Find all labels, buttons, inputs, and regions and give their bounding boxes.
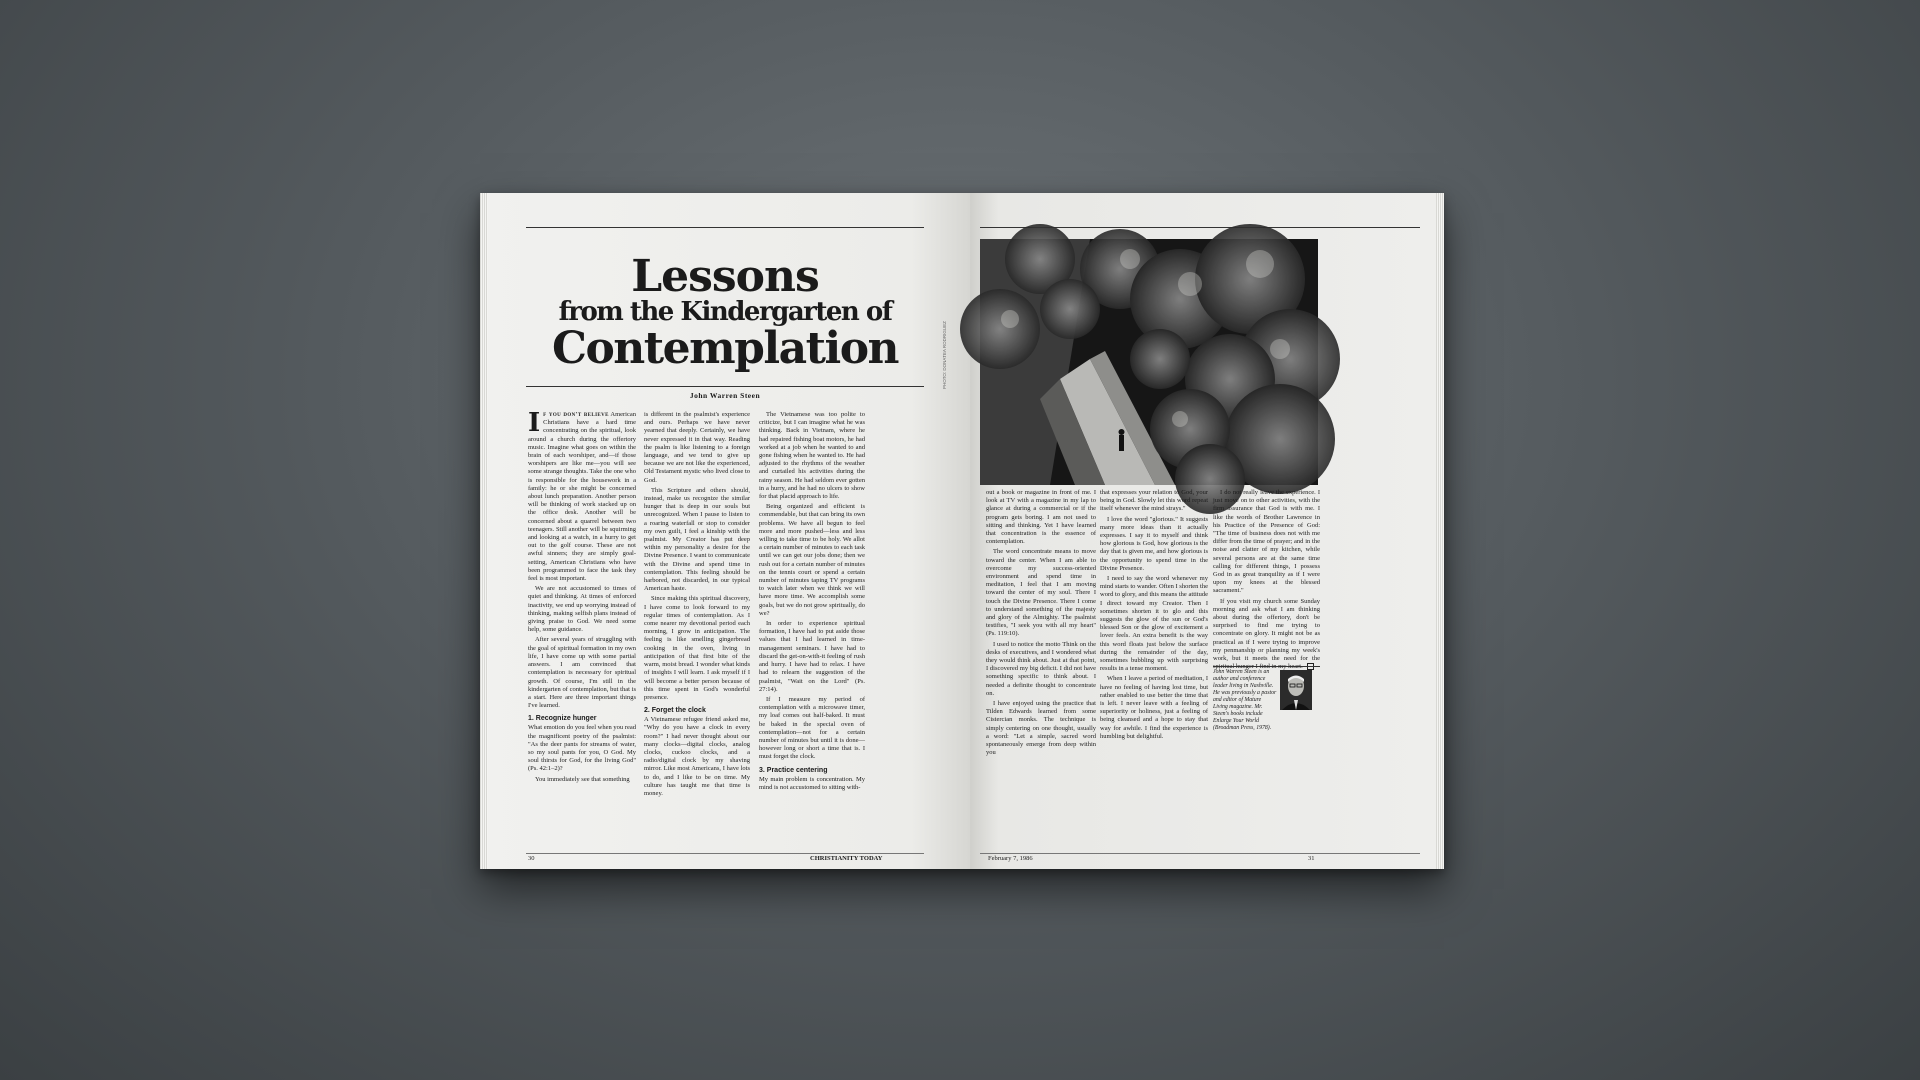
page-number-left: 30 [528,855,535,862]
bio-rule [1213,666,1320,667]
page-number-right: 31 [1308,855,1315,862]
issue-date: February 7, 1986 [988,855,1033,862]
walkway-photo [942,239,1318,485]
right-page [942,193,1444,869]
photo-credit: PHOTO: DONATEA RODRIGUEZ [942,321,947,389]
bottom-rule [526,853,924,854]
subhead-recognize-hunger: 1. Recognize hunger [528,715,597,723]
author-photo [1280,670,1312,710]
title-line-2: from the Kindergarten of [558,297,892,327]
subhead-forget-the-clock: 2. Forget the clock [644,707,706,715]
title-line-1: Lessons [631,251,819,302]
magazine-spread [480,193,1444,869]
right-column-2: that expresses your relation to God, your being in God. Slowly let this word repeat itself whenever the mind strays." I love the word "glorious." It suggests many more ideas than it actually expresses. I say it to myself and think how glorious is God, how glorious is the day that is given me, and how glorious is the opportunity to spend time in the Divine Presence. I need to say the word whenever my mind starts to wander. Often I shorten the word to glory, and this means the attitude I direct toward my Creator. Then I sometimes shorten it to glo and this suggests the glow of the sun or God's blessed Son or the glow of excitement a lover feels. An extra benefit is the way this word floats just below the surface during the remainder of the day, sometimes bubbling up with surprising results in a tense moment. When I leave a period of meditation, I have no feeling of having lost time, but rather enabled to use better the time that is left. I never leave with a feeling of superiority or holiness, just a feeling of being cleansed and a hope to stay that way for awhile. I find the experience is humbling but delightful. [1100,489,1208,740]
dropcap: I [528,408,541,438]
byline-rule [526,386,924,387]
title-line-3: Contemplation [551,323,899,374]
left-column-2: is different in the psalmist's experience and ours. Perhaps we have never yearned that deeply. Certainly, we have never expressed it in that way. Reading the psalm is like listening to a foreign language, and we tend to give up because we are not like the experienced, Old Testament mystic who lived close to God. This Scripture and others should, instead, make us recognize the similar hunger that is deep in our souls but unrecognized. When I pause to listen to a roaring waterfall or stop to consider my own guilt, I feel a kinship with the psalmist. My Creator has put deep within my personality a desire for the Divine Presence. I want to communicate with the Divine and spend time in contemplation. This feeling should be harbored, not discarded, in our typical American haste. Since making this spiritual discovery, I have come to look forward to my regular times of contemplation. As I come nearer my devotional period each morning, I grow in anticipation. The feeling is like smelling gingerbread cooking in the oven, living in anticipation of that first bite of the warm, moist bread. I wonder what kinds of insights I will learn. I ask myself if I will become a better person because of this time spent in God's wonderful presence. 2. Forget the clock A Vietnamese refugee friend asked me, "Why do you have a clock in every room?" I had never thought about our many clocks—digital clocks, analog clocks, cuckoo clocks, and a radio/digital clock by my shaving mirror. Like most Americans, I have lots to do, and I like to be on time. My culture has taught me that time is money. [644,411,750,797]
author-bio: John Warren Steen is an author and conference leader living in Nashville. He was previously a pastor and editor of Mature Living magazine. Mr. Steen's books include Enlarge Your World (Broadman Press, 1978). [1213,669,1277,731]
byline: John Warren Steen [689,391,761,400]
photo-illustration [980,239,1318,485]
magazine-name: CHRISTIANITY TODAY [810,855,883,862]
right-column-1: out a book or magazine in front of me. I look at TV with a magazine in my lap to glance at during a commercial or if the program gets boring. I am not used to sitting and thinking. Yet I have learned that concentration is the essence of contemplation. The word concentrate means to move toward the center. When I am able to overcome my success-oriented environment and spend time in meditation, I feel that I am moving toward the center of my soul. There I touch the Divine Presence. There I come to understand something of the majesty and glory of the Almighty. The psalmist testifies, "I seek you with all my heart" (Ps. 119:10). I used to notice the motto Think on the desks of executives, and I wondered what they would think about. Just at that point, I discovered my big deficit. I did not have something specific to think about. I needed a definite thought to concentrate on. I have enjoyed using the practice that Tilden Edwards learned from some Cistercian monks. The technique is simply centering on one thought, usually a word: "Let a simple, sacred word spontaneously emerge from deep within you [986,489,1096,757]
left-page [480,193,970,869]
bottom-rule-right [980,853,1420,854]
page-edge-right [1436,193,1444,869]
author-portrait [1280,670,1312,710]
top-rule [526,227,924,228]
right-column-3: I do not really leave the experience. I just move on to other activities, with the firm assurance that God is with me. I like the words of Brother Lawrence in his Practice of the Presence of God: "The time of business does not with me differ from the time of prayer; and in the noise and clatter of my kitchen, while several persons are at the same time calling for different things, I possess God in as great tranquility as if I were upon my knees at the blessed sacrament." If you visit my church some Sunday morning and ask what I am thinking about during the offertory, don't be surprised to find me trying to concentrate on glory. It might not be as practical as if I were trying to improve my penmanship or planning my week's work, but it meets the need for the [1213,489,1320,663]
left-column-1: If you don't believe American Christians have a hard time concentrating on the spiritual, look around a church during the offertory music. Imagine what goes on within the brain of each worshiper, and—if those worshipers are like me—you will see some strange thoughts. Take the one who is responsible for the housework in a family: he or she might be concerned about lunch preparation. Another person will be thinking of work stacked up on the office desk. Another will be concerned about a quarrel between two teenagers. Still another will be squirming and looking at a watch, in a hurry to get out to the golf course. These are not awful sinners; they are simply goal-setting, American Christians who have been programmed to face the task they feel is most important. We are not accustomed to times of quiet and thinking. At times of enforced inactivity, we end up worrying instead of thinking, making selfish plans instead of giving praise to God. We need some help, some guidance. After several years of struggling with the goal of spiritual formation in my own life, I have come up with some partial answers. I am convinced that contemplation is necessary for spiritual growth. Of course, I'm still in the kindergarten of contemplation, but that is a start. Here are three important things I've learned. 1. Recognize hunger What emotion do you feel when you read the magnificent poetry of the psalmist: "As the deer pants for streams of water, so my soul pants for you, O God. My soul thirsts for God, for the living God" (Ps. 42:1–2)? You immediately see that something [528,408,636,783]
left-column-3: The Vietnamese was too polite to criticize, but I can imagine what he was thinking. Back in Vietnam, where he had repaired fishing boat motors, he had worked at a job when he wanted to and gone fishing when he wanted to. He had adjusted to the rhythms of the weather and curtailed his activities during the rainy season. He had seldom ever gotten in a hurry, and he had no ulcers to show for that placid approach to life. Being organized and efficient is commendable, but that can bring its own problems. We have all begun to feel more and more pushed—less and less willing to take time to be holy. We allot a certain number of minutes to each task until we can get our jobs done; then we rush out for a certain number of minutes on the tennis court or spend a certain number of minutes taping TV programs to watch later when we think we will have more time. We accomplish some goals, but we do not grow spiritually, do we? In order to experience spiritual formation, I have had to put aside those values that I had learned in time-management seminars. I have had to discard the get-on-with-it feeling of rush and hurry. I have had to relax. I have had to relearn the suggestion of the psalmist, "Wait on the Lord" (Ps. 27:14). If I measure my period of contemplation with a microwave timer, my loaf comes out half-baked. It must be baked in the special oven of contemplation—not for a certain number of minutes but until it is done—however long or short a time that is. I must forget the clock. 3. Practice centering My main problem is concentration. My mind is not accustomed to sitting with- [759,411,865,791]
subhead-practice-centering: 3. Practice centering [759,766,828,774]
